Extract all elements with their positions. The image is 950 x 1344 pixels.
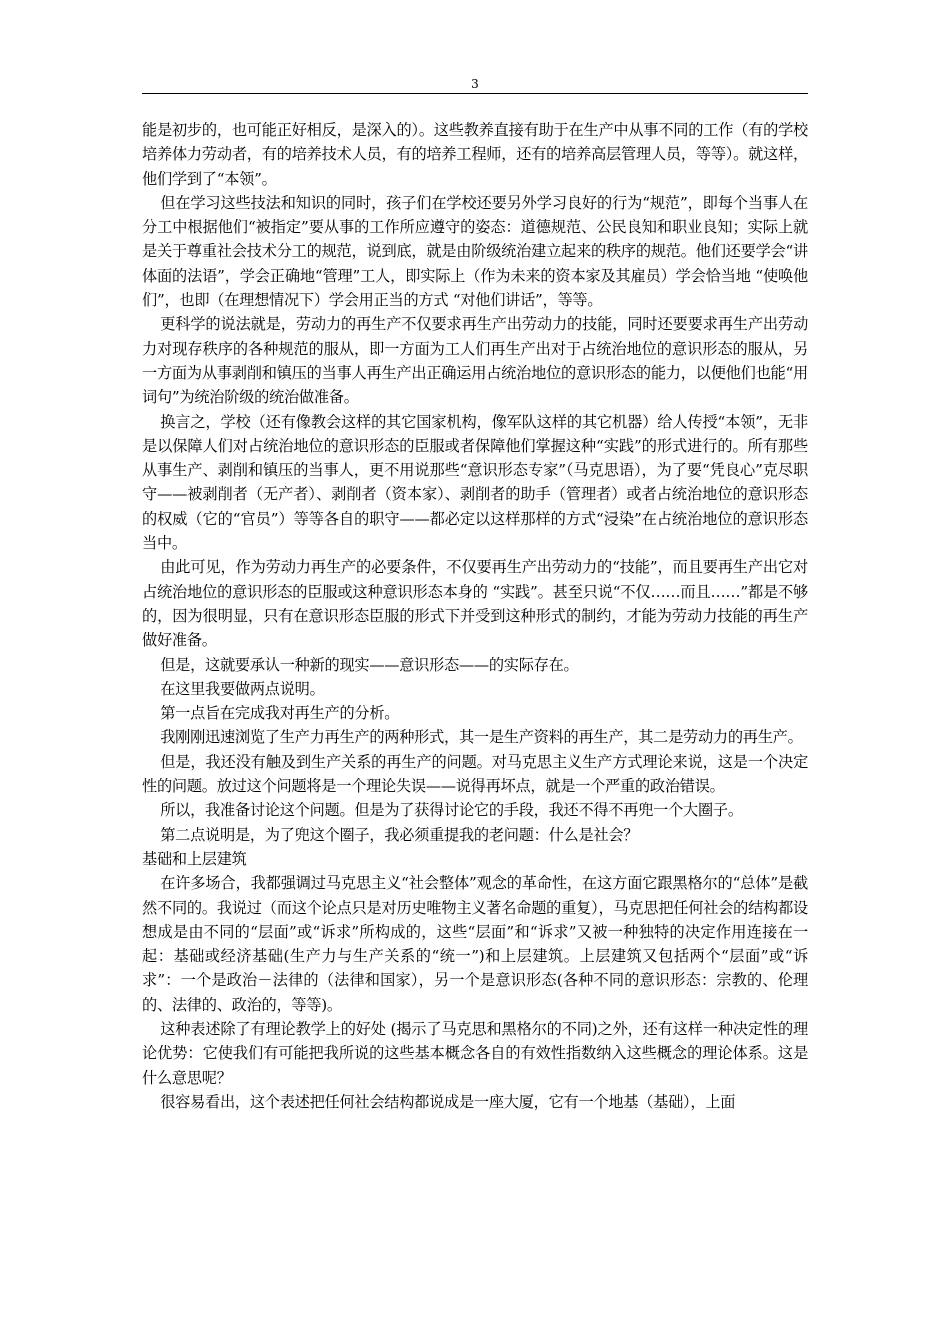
paragraph: 更科学的说法就是，劳动力的再生产不仅要求再生产出劳动力的技能，同时还要要求再生产出劳动力对现存秩序的各种规范的服从，即一方面为工人们再生产出对于占统治地位的意识形态的服从，另一方面为从事剥削和镇压的当事人再生产出正确运用占统治地位的意识形态的能力，以便他们也能“用词句”为统治阶级的统治做准备。 [142, 315, 808, 407]
paragraph: 很容易看出，这个表述把任何社会结构都说成是一座大厦，它有一个地基（基础），上面 [160, 1092, 736, 1111]
header-rule [142, 93, 808, 94]
paragraph: 第一点旨在完成我对再生产的分析。 [160, 704, 400, 723]
paragraph: 能是初步的，也可能正好相反，是深入的）。这些教养直接有助于在生产中从事不同的工作（有的学校培养体力劳动者，有的培养技术人员，有的培养工程师，还有的培养高层管理人员，等等）。就这样，他们学到了“本领”。 [142, 121, 808, 188]
section-heading: 基础和上层建筑 [142, 849, 247, 868]
paragraph: 我刚刚迅速浏览了生产力再生产的两种形式，其一是生产资料的再生产，其二是劳动力的再生产。 [160, 728, 803, 747]
paragraph: 由此可见，作为劳动力再生产的必要条件，不仅要再生产出劳动力的“技能”，而且要再生产出它对占统治地位的意识形态的臣服或这种意识形态本身的 “实践”。甚至只说“不仅……而且……”都是不够的，因为很明显，只有在意识形态臣服的形式下并受到这种形式的制约，才能为劳动力技能的再生产做好准备。 [142, 558, 808, 650]
page-number: 3 [471, 77, 479, 91]
paragraph: 第二点说明是，为了兜这个圈子，我必须重提我的老问题：什么是社会？ [160, 825, 639, 844]
body-text [142, 118, 808, 1114]
paragraph: 在这里我要做两点说明。 [160, 679, 325, 698]
paragraph: 但在学习这些技法和知识的同时，孩子们在学校还要另外学习良好的行为“规范”，即每个当事人在分工中根据他们“被指定”要从事的工作所应遵守的姿态：道德规范、公民良知和职业良知；实际上就是关于尊重社会技术分工的规范，说到底，就是由阶级统治建立起来的秩序的规范。他们还要学会“讲体面的法语”，学会正确地“管理”工人，即实际上（作为未来的资本家及其雇员）学会恰当地 “使唤他们”，也即（在理想情况下）学会用正当的方式 “对他们讲话”，等等。 [142, 193, 808, 310]
paragraph: 在许多场合，我都强调过马克思主义“社会整体”观念的革命性，在这方面它跟黑格尔的“总体”是截然不同的。我说过（而这个论点只是对历史唯物主义著名命题的重复），马克思把任何社会的结构都设想成是由不同的“层面”或“诉求”所构成的，这些“层面”和“诉求”又被一种独特的决定作用连接在一起：基础或经济基础(生产力与生产关系的“统一”)和上层建筑。上层建筑又包括两个“层面”或“诉求”：一个是政治－法律的（法律和国家），另一个是意识形态(各种不同的意识形态：宗教的、伦理的、法律的、政治的，等等)。 [142, 874, 809, 1014]
paragraph: 但是，我还没有触及到生产关系的再生产的问题。对马克思主义生产方式理论来说，这是一个决定性的问题。放过这个问题将是一个理论失误——说得再坏点，就是一个严重的政治错误。 [142, 752, 808, 796]
paragraph: 这种表述除了有理论教学上的好处 (揭示了马克思和黑格尔的不同)之外，还有这样一种决定性的理论优势：它使我们有可能把我所说的这些基本概念各自的有效性指数纳入这些概念的理论体系。这是什么意思呢？ [142, 1019, 808, 1087]
paragraph: 所以，我准备讨论这个问题。但是为了获得讨论它的手段，我还不得不再兜一个大圈子。 [160, 801, 743, 820]
paragraph: 换言之，学校（还有像教会这样的其它国家机构，像军队这样的其它机器）给人传授“本领”，无非是以保障人们对占统治地位的意识形态的臣服或者保障他们掌握这种“实践”的形式进行的。所有那些从事生产、剥削和镇压的当事人，更不用说那些“意识形态专家”（马克思语），为了要“凭良心”克尽职守——被剥削者（无产者）、剥削者（资本家）、剥削者的助手（管理者）或者占统治地位的意识形态的权威（它的“官员”）等等各自的职守——都必定以这样那样的方式“浸染”在占统治地位的意识形态当中。 [142, 412, 808, 553]
paragraph: 但是，这就要承认一种新的现实——意识形态——的实际存在。 [160, 655, 579, 674]
